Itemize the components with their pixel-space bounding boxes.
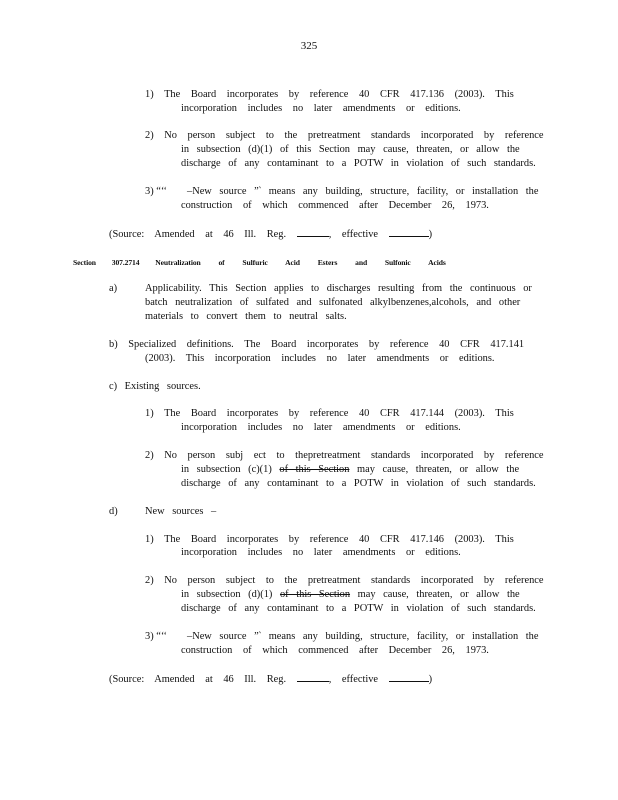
d-item-3-number: 3) “‘‘ — [145, 631, 168, 642]
item-2-line-2: in subsection (d)(1) of this Section may cause, threaten, or allow the — [181, 144, 520, 155]
d-heading — [145, 505, 216, 519]
c-item-1-line-1: 1) The Board incorporates by reference 40 CFR 417.144 (2003). This — [145, 408, 514, 419]
d-label: d) — [109, 506, 118, 517]
source-blank-2 — [389, 227, 429, 237]
a-line-2: batch neutralization of sulfated and sulfonated alkylbenzenes,alcohols, and other — [145, 297, 521, 308]
d-heading-mark: – — [211, 506, 217, 517]
source-note-prefix: (Source: Amended at 46 Ill. Reg. — [109, 229, 287, 240]
item-3-line-2: construction of which commenced after December 26, 1973. — [181, 200, 489, 211]
d-heading-text: New sources — [145, 506, 204, 517]
item-1-line-1: 1) The Board incorporates by reference 40 CFR 417.136 (2003). This — [145, 89, 514, 100]
source-2-blank-2 — [389, 672, 429, 682]
source-note-2-prefix: (Source: Amended at 46 Ill. Reg. — [109, 674, 287, 685]
c-item-2-rest: may cause, threaten, or allow the — [357, 464, 520, 475]
source-note-2-effective: , effective — [328, 674, 379, 685]
item-2-line-1: 2) No person subject to the pretreatment standards incorporated by reference — [145, 130, 544, 141]
c-item-2-struck-text: of this Section — [279, 464, 350, 475]
d-item-2-rest: may cause, threaten, or allow the — [357, 589, 520, 600]
b-line-2: (2003). This incorporation includes no later amendments or editions. — [145, 353, 495, 364]
d-item-2-line-2 — [181, 588, 520, 602]
d-item-1-line-2: incorporation includes no later amendments or editions. — [181, 547, 461, 558]
item-3-number: 3) “‘‘ — [145, 186, 168, 197]
c-item-2-line-2 — [181, 463, 519, 477]
source-note-effective: , effective — [328, 229, 379, 240]
source-note-1 — [109, 227, 432, 242]
item-1-line-2: incorporation includes no later amendments or editions. — [181, 103, 461, 114]
section-heading — [73, 256, 446, 270]
source-blank-1 — [297, 227, 329, 237]
d-item-2-struck-text: of this Section — [279, 589, 351, 600]
section-title: Neutralization of Sulfuric Acid Esters and Sulfonic Acids — [155, 258, 446, 267]
item-3-line-1: –New source ”‵ means any building, structure, facility, or installation the — [187, 186, 539, 197]
d-item-2-line-1: 2) No person subject to the pretreatment standards incorporated by reference — [145, 575, 544, 586]
d-item-2-line-3: discharge of any contaminant to a POTW in violation of such standards. — [181, 603, 536, 614]
c-item-2-line-1: 2) No person subj ect to thepretreatment standards incorporated by reference — [145, 450, 544, 461]
b-line-1: b) Specialized definitions. The Board incorporates by reference 40 CFR 417.141 — [109, 339, 525, 350]
d-item-3-line-2: construction of which commenced after December 26, 1973. — [181, 645, 489, 656]
c-item-2-subsection: in subsection (c)(1) — [181, 464, 272, 475]
source-2-close: ) — [428, 674, 433, 685]
source-2-blank-1 — [297, 672, 329, 682]
c-item-2-line-3: discharge of any contaminant to a POTW in violation of such standards. — [181, 478, 536, 489]
page-number: 325 — [300, 40, 318, 52]
c-item-1-line-2: incorporation includes no later amendments or editions. — [181, 422, 461, 433]
section-label: Section — [73, 258, 96, 267]
source-close: ) — [428, 229, 433, 240]
c-heading: c) Existing sources. — [109, 381, 201, 392]
a-line-1: Applicability. This Section applies to discharges resulting from the continuous or — [145, 283, 532, 294]
d-item-3-line-1: –New source ”‵ means any building, structure, facility, or installation the — [187, 631, 539, 642]
d-item-1-line-1: 1) The Board incorporates by reference 40 CFR 417.146 (2003). This — [145, 534, 514, 545]
d-item-2-subsection: in subsection (d)(1) — [181, 589, 273, 600]
a-line-3: materials to convert them to neutral salts. — [145, 311, 347, 322]
section-number: 307.2714 — [111, 258, 140, 267]
item-2-line-3: discharge of any contaminant to a POTW in violation of such standards. — [181, 158, 536, 169]
a-label: a) — [109, 283, 118, 294]
source-note-2 — [109, 672, 432, 687]
